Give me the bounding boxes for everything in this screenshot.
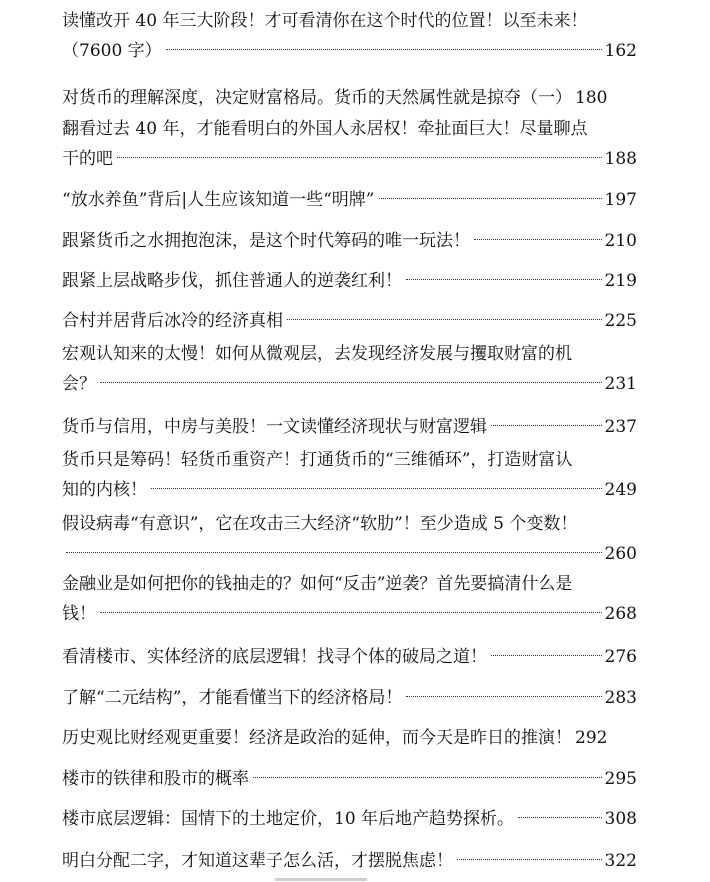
page-footer-divider bbox=[275, 878, 367, 881]
toc-entry-last-line bbox=[62, 596, 637, 626]
toc-entry[interactable] bbox=[62, 80, 637, 110]
dot-leader bbox=[402, 263, 604, 286]
toc-entry-page-number: 260 bbox=[604, 544, 637, 564]
toc-entry-page-number: 219 bbox=[604, 271, 637, 291]
toc-entry-title-line: 看清楼市、实体经济的底层逻辑！找寻个体的破局之道！ bbox=[62, 647, 487, 667]
dot-leader bbox=[487, 409, 604, 432]
toc-entry-last-line bbox=[62, 223, 637, 253]
dot-leader bbox=[487, 639, 604, 662]
toc-entry-last-line bbox=[62, 33, 637, 63]
dot-leader bbox=[572, 80, 574, 103]
toc-entry-page-number: 210 bbox=[604, 231, 637, 251]
toc-entry-last-line bbox=[62, 303, 637, 333]
toc-entry-last-line bbox=[62, 801, 637, 831]
dot-leader bbox=[375, 182, 604, 205]
toc-entry[interactable] bbox=[62, 843, 637, 873]
toc-entry-last-line bbox=[62, 680, 637, 710]
toc-entry-title-line: 货币与信用，中房与美股！一文读懂经济现状与财富逻辑 bbox=[62, 417, 487, 437]
toc-entry[interactable] bbox=[62, 223, 637, 253]
toc-entry[interactable] bbox=[62, 639, 637, 669]
toc-entry[interactable] bbox=[62, 10, 637, 63]
dot-leader bbox=[470, 223, 604, 246]
toc-entry-page-number: 162 bbox=[604, 41, 637, 61]
toc-entry-title-line: 合村并居背后冰冷的经济真相 bbox=[62, 311, 283, 331]
toc-entry-last-line bbox=[62, 472, 637, 502]
dot-leader bbox=[96, 596, 604, 619]
toc-entry-last-line bbox=[62, 536, 637, 566]
toc-entry-last-line bbox=[62, 263, 637, 293]
toc-entry-title-line: 假设病毒“有意识”，它在攻击三大经济“软肋”！至少造成 5 个变数！ bbox=[62, 514, 578, 534]
dot-leader bbox=[402, 680, 603, 703]
toc-entry[interactable] bbox=[62, 343, 637, 396]
dot-leader bbox=[62, 536, 604, 559]
toc-entry-title-line: “放水养鱼”背后|人生应该知道一些“明牌” bbox=[62, 190, 375, 210]
toc-entry-page-number: 197 bbox=[604, 190, 637, 210]
toc-entry-last-line bbox=[62, 409, 637, 439]
toc-entry-title-line: 楼市底层逻辑：国情下的土地定价，10 年后地产趋势探析。 bbox=[62, 809, 515, 829]
toc-entry-last-line bbox=[62, 366, 637, 396]
toc-entry-title-line: 历史观比财经观更重要！经济是政治的延伸，而今天是昨日的推演！ bbox=[62, 728, 572, 748]
toc-entry-page-number: 322 bbox=[604, 851, 637, 871]
dot-leader bbox=[147, 472, 604, 495]
dot-leader bbox=[572, 720, 574, 743]
dot-leader bbox=[96, 366, 604, 389]
toc-entry-last-line bbox=[62, 639, 637, 669]
toc-entry-page-number: 237 bbox=[604, 417, 637, 437]
toc-entry-page-number: 268 bbox=[604, 604, 637, 624]
toc-entry-title-line: 会？ bbox=[62, 374, 96, 394]
toc-entry-title-line: 钱！ bbox=[62, 604, 96, 624]
toc-entry-page-number: 249 bbox=[604, 480, 637, 500]
toc-entry-title-line: 干的吧 bbox=[62, 149, 113, 169]
toc-entry-last-line bbox=[62, 843, 637, 873]
toc-entry-title-line: 对货币的理解深度，决定财富格局。货币的天然属性就是掠夺（一） bbox=[62, 88, 572, 108]
toc-entry-page-number: 308 bbox=[604, 809, 637, 829]
toc-entry-title-line: 读懂改开 40 年三大阶段！才可看清你在这个时代的位置！以至未来！ bbox=[62, 11, 588, 31]
toc-entry[interactable] bbox=[62, 720, 637, 750]
toc-entry-page-number: 276 bbox=[604, 647, 637, 667]
toc-entry-title-line: 金融业是如何把你的钱抽走的？如何“反击”逆袭？首先要搞清什么是 bbox=[62, 574, 573, 594]
toc-entry[interactable] bbox=[62, 573, 637, 626]
toc-entry-title-line: 了解“二元结构”，才能看懂当下的经济格局！ bbox=[62, 688, 403, 708]
toc-entry[interactable] bbox=[62, 182, 637, 212]
toc-entry[interactable] bbox=[62, 513, 637, 566]
toc-entry[interactable] bbox=[62, 680, 637, 710]
dot-leader bbox=[514, 801, 604, 824]
dot-leader bbox=[453, 843, 604, 866]
toc-entry-title-line: 翻看过去 40 年，才能看明白的外国人永居权！牵扯面巨大！尽量聊点 bbox=[62, 119, 588, 139]
toc-entry-page-number: 180 bbox=[575, 88, 608, 108]
toc-entry-page-number: 225 bbox=[604, 311, 637, 331]
toc-entry-page-number: 292 bbox=[575, 728, 608, 748]
toc-entry-page-number: 188 bbox=[604, 149, 637, 169]
toc-entry[interactable] bbox=[62, 801, 637, 831]
dot-leader bbox=[283, 303, 604, 326]
toc-entry[interactable] bbox=[62, 761, 637, 791]
toc-entry-title-line: 宏观认知来的太慢！如何从微观层，去发现经济发展与攫取财富的机 bbox=[62, 344, 572, 364]
toc-entry-title-line: 货币只是筹码！轻货币重资产！打通货币的“三维循环”，打造财富认 bbox=[62, 450, 573, 470]
toc-entry-last-line bbox=[62, 80, 637, 110]
toc-entry-page-number: 231 bbox=[604, 374, 637, 394]
toc-entry[interactable] bbox=[62, 409, 637, 439]
toc-entry-page-number: 295 bbox=[604, 769, 637, 789]
toc-entry-last-line bbox=[62, 761, 637, 791]
toc-entry-last-line bbox=[62, 720, 637, 750]
toc-entry-title-line: 明白分配二字，才知道这辈子怎么活，才摆脱焦虑！ bbox=[62, 851, 453, 871]
toc-entry-last-line bbox=[62, 141, 637, 171]
toc-entry[interactable] bbox=[62, 449, 637, 502]
toc-entry[interactable] bbox=[62, 118, 637, 171]
toc-entry-title-line: 跟紧货币之水拥抱泡沫，是这个时代筹码的唯一玩法！ bbox=[62, 231, 470, 251]
toc-entry[interactable] bbox=[62, 263, 637, 293]
toc-entry-last-line bbox=[62, 182, 637, 212]
dot-leader bbox=[113, 141, 604, 164]
toc-entry-title-line: 知的内核！ bbox=[62, 480, 147, 500]
toc-entry-title-line: 跟紧上层战略步伐，抓住普通人的逆袭红利！ bbox=[62, 271, 402, 291]
toc-entry-title-line: 楼市的铁律和股市的概率 bbox=[62, 769, 249, 789]
toc-entry-page-number: 283 bbox=[604, 688, 637, 708]
dot-leader bbox=[162, 33, 604, 56]
toc-entry[interactable] bbox=[62, 303, 637, 333]
dot-leader bbox=[249, 761, 604, 784]
toc-entry-title-line: （7600 字） bbox=[62, 41, 162, 61]
